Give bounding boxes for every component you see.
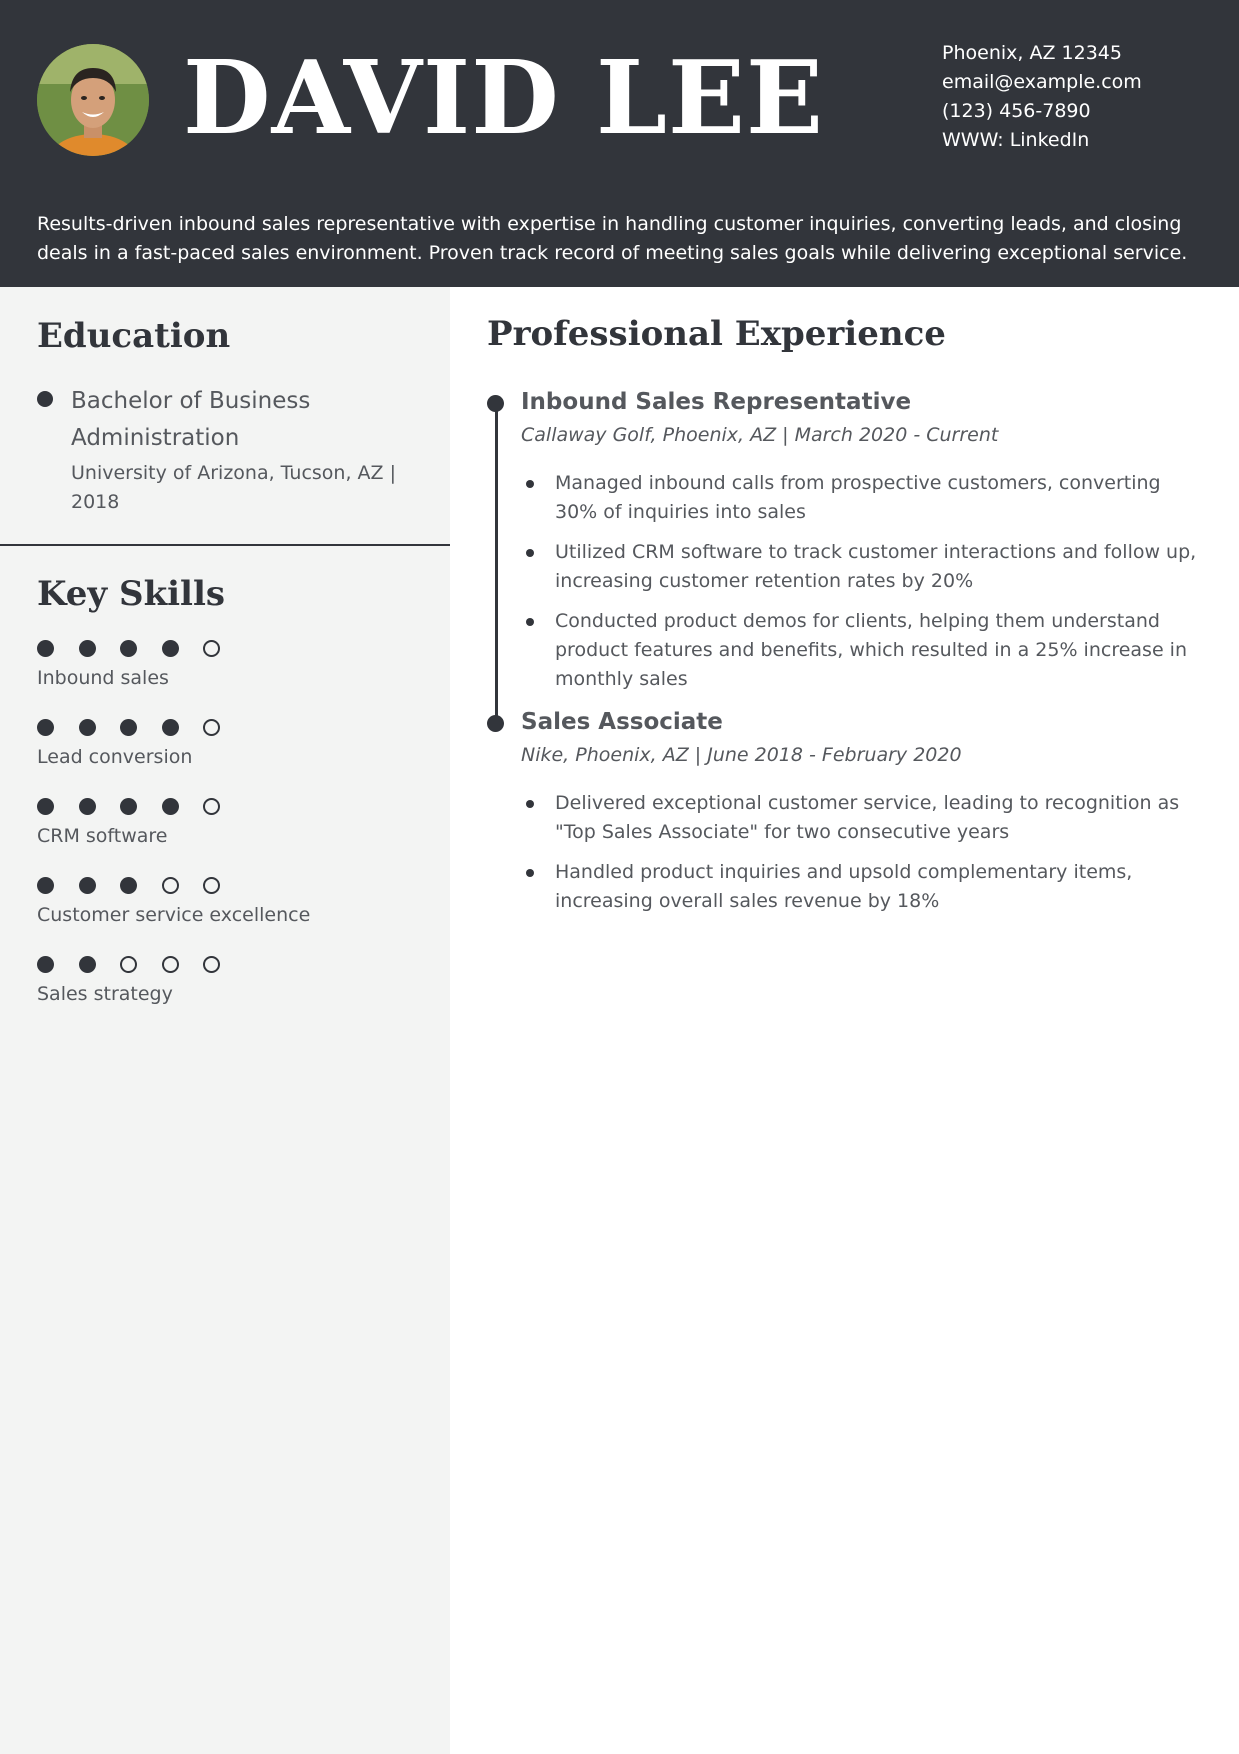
rating-filled-icon [162, 640, 179, 657]
rating-filled-icon [79, 956, 96, 973]
rating-filled-icon [79, 640, 96, 657]
skill-rating [37, 719, 437, 737]
skill-label: Lead conversion [37, 746, 193, 768]
skill-rating [37, 877, 437, 895]
contact-address: Phoenix, AZ 12345 [942, 42, 1122, 64]
timeline-dot-icon [487, 395, 504, 412]
skill-label: CRM software [37, 825, 168, 847]
rating-filled-icon [120, 640, 137, 657]
job-bullet: Utilized CRM software to track customer interactions and follow up, increasing customer retention rates by 20% [521, 538, 1206, 596]
skill-item [37, 798, 437, 847]
skill-rating [37, 640, 437, 658]
rating-filled-icon [79, 877, 96, 894]
skill-item [37, 956, 437, 1005]
sidebar [0, 287, 450, 1754]
education-degree: Bachelor of Business Administration [71, 388, 311, 451]
professional-summary: Results-driven inbound sales representative with expertise in handling customer inquiries, converting leads, and closing deals in a fast-paced sales environment. Proven track record of meeting sales goals while delivering exceptional service. [37, 213, 1188, 264]
rating-filled-icon [120, 877, 137, 894]
rating-empty-icon [162, 956, 179, 973]
job-bullet: Handled product inquiries and upsold complementary items, increasing overall sales revenue by 18% [521, 858, 1206, 916]
skill-label: Sales strategy [37, 983, 173, 1005]
rating-empty-icon [203, 640, 220, 657]
job-title: Sales Associate [521, 709, 723, 735]
skill-rating [37, 798, 437, 816]
job-bullet: Conducted product demos for clients, helping them understand product features and benefits, which resulted in a 25% increase in monthly sales [521, 607, 1206, 694]
contact-website[interactable]: WWW: LinkedIn [942, 129, 1090, 151]
experience-title: Professional Experience [487, 314, 946, 354]
rating-empty-icon [203, 798, 220, 815]
avatar-icon [37, 44, 149, 156]
rating-filled-icon [120, 719, 137, 736]
skill-label: Customer service excellence [37, 904, 311, 926]
timeline-dot-icon [487, 715, 504, 732]
rating-filled-icon [37, 956, 54, 973]
job-bullet: Managed inbound calls from prospective customers, converting 30% of inquiries into sales [521, 469, 1206, 527]
job-title: Inbound Sales Representative [521, 389, 912, 415]
contact-info [942, 39, 1142, 155]
job-meta: Nike, Phoenix, AZ | June 2018 - February 2020 [521, 744, 962, 766]
education-school: University of Arizona, Tucson, AZ | 2018 [71, 462, 396, 513]
skill-item [37, 719, 437, 768]
education-bullet-icon [37, 391, 53, 407]
resume-header [0, 0, 1239, 287]
rating-filled-icon [37, 640, 54, 657]
candidate-name: DAVID LEE [183, 38, 824, 157]
rating-empty-icon [203, 719, 220, 736]
job-bullets [521, 789, 1206, 927]
section-divider [0, 544, 450, 546]
job-bullet: Delivered exceptional customer service, leading to recognition as "Top Sales Associate" for two consecutive years [521, 789, 1206, 847]
rating-filled-icon [37, 719, 54, 736]
rating-filled-icon [120, 798, 137, 815]
rating-empty-icon [203, 956, 220, 973]
rating-filled-icon [37, 877, 54, 894]
rating-filled-icon [79, 719, 96, 736]
skill-rating [37, 956, 437, 974]
skill-item [37, 640, 437, 689]
rating-filled-icon [79, 798, 96, 815]
rating-empty-icon [162, 877, 179, 894]
rating-filled-icon [162, 798, 179, 815]
skill-label: Inbound sales [37, 667, 169, 689]
rating-empty-icon [203, 877, 220, 894]
rating-filled-icon [162, 719, 179, 736]
education-title: Education [37, 316, 231, 356]
rating-empty-icon [120, 956, 137, 973]
job-meta: Callaway Golf, Phoenix, AZ | March 2020 - Current [521, 424, 999, 446]
skills-title: Key Skills [37, 574, 226, 614]
profile-photo [37, 44, 149, 156]
contact-email[interactable]: email@example.com [942, 71, 1142, 93]
timeline-line [495, 400, 498, 720]
job-bullets [521, 469, 1206, 705]
skill-item [37, 877, 437, 926]
rating-filled-icon [37, 798, 54, 815]
contact-phone: (123) 456-7890 [942, 100, 1091, 122]
